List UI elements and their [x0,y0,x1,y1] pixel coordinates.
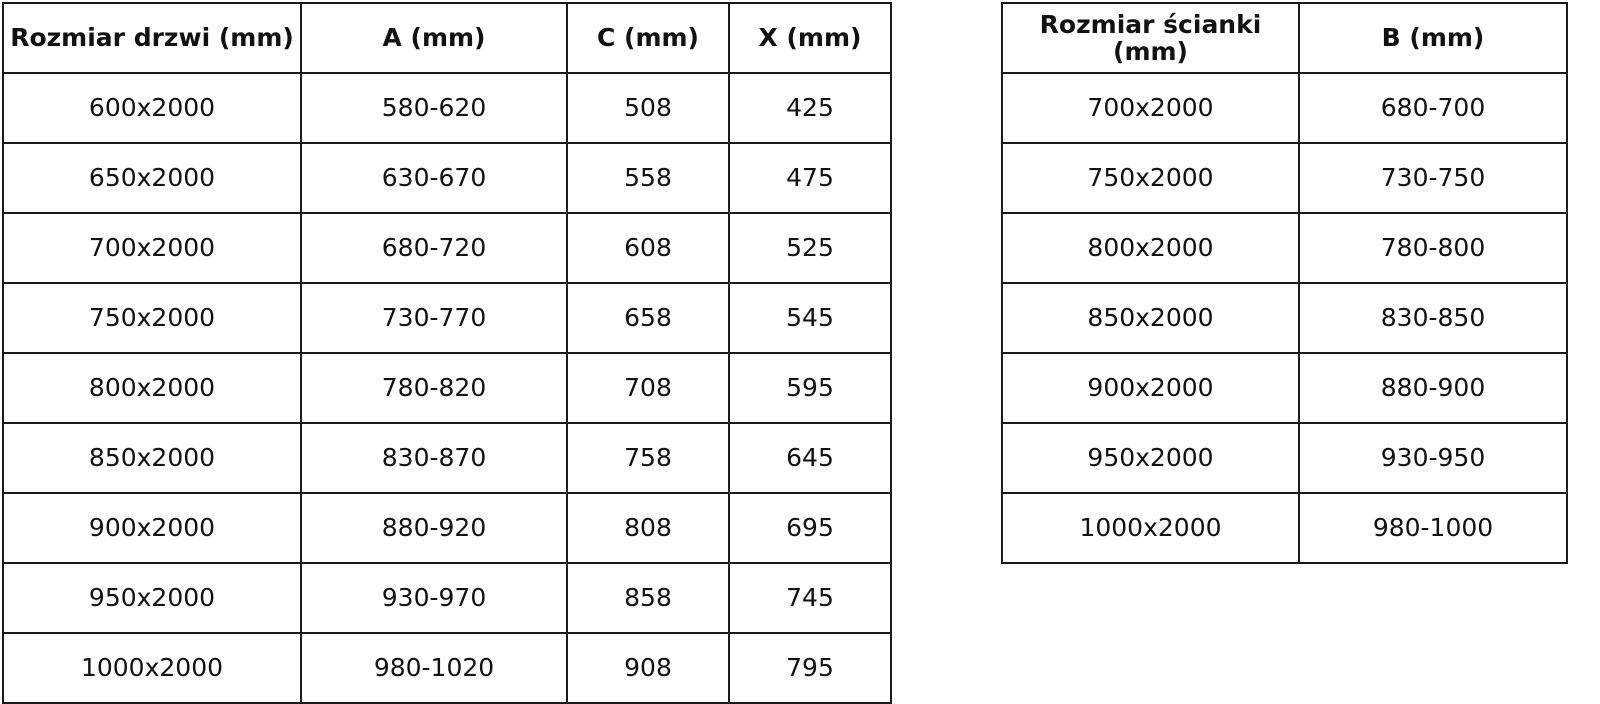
wall-table-container [1001,2,1568,564]
cell-door-size: 1000x2000 [3,633,301,703]
cell-a: 980-1020 [301,633,567,703]
column-header-c: C (mm) [567,3,729,73]
cell-c: 808 [567,493,729,563]
cell-c: 908 [567,633,729,703]
cell-door-size: 850x2000 [3,423,301,493]
table-row [1002,143,1567,213]
table-row [1002,353,1567,423]
cell-x: 425 [729,73,891,143]
cell-c: 658 [567,283,729,353]
cell-door-size: 700x2000 [3,213,301,283]
cell-wall-size: 950x2000 [1002,423,1299,493]
table-header-row [1002,3,1567,73]
cell-a: 730-770 [301,283,567,353]
cell-door-size: 750x2000 [3,283,301,353]
cell-c: 558 [567,143,729,213]
table-row [1002,493,1567,563]
cell-x: 645 [729,423,891,493]
cell-b: 830-850 [1299,283,1567,353]
cell-b: 880-900 [1299,353,1567,423]
doors-table-container [2,2,892,704]
cell-b: 730-750 [1299,143,1567,213]
cell-x: 595 [729,353,891,423]
cell-a: 880-920 [301,493,567,563]
cell-door-size: 900x2000 [3,493,301,563]
cell-a: 630-670 [301,143,567,213]
column-header-x: X (mm) [729,3,891,73]
cell-door-size: 650x2000 [3,143,301,213]
cell-x: 475 [729,143,891,213]
cell-door-size: 950x2000 [3,563,301,633]
table-row [3,633,891,703]
table-row [3,493,891,563]
cell-wall-size: 700x2000 [1002,73,1299,143]
table-row [3,213,891,283]
column-header-b: B (mm) [1299,3,1567,73]
table-row [3,73,891,143]
cell-c: 858 [567,563,729,633]
column-header-a: A (mm) [301,3,567,73]
cell-door-size: 800x2000 [3,353,301,423]
table-row [3,353,891,423]
cell-wall-size: 800x2000 [1002,213,1299,283]
cell-x: 745 [729,563,891,633]
table-row [3,563,891,633]
cell-a: 930-970 [301,563,567,633]
cell-door-size: 600x2000 [3,73,301,143]
cell-b: 680-700 [1299,73,1567,143]
cell-c: 508 [567,73,729,143]
cell-a: 780-820 [301,353,567,423]
cell-c: 758 [567,423,729,493]
table-row [3,143,891,213]
table-row [1002,283,1567,353]
table-row [1002,73,1567,143]
table-row [3,283,891,353]
cell-x: 695 [729,493,891,563]
cell-wall-size: 850x2000 [1002,283,1299,353]
cell-wall-size: 900x2000 [1002,353,1299,423]
cell-a: 830-870 [301,423,567,493]
cell-a: 680-720 [301,213,567,283]
cell-c: 608 [567,213,729,283]
cell-x: 795 [729,633,891,703]
cell-b: 780-800 [1299,213,1567,283]
cell-wall-size: 750x2000 [1002,143,1299,213]
column-header-door-size: Rozmiar drzwi (mm) [3,3,301,73]
column-header-wall-size: Rozmiar ścianki (mm) [1002,3,1299,73]
cell-b: 930-950 [1299,423,1567,493]
wall-dimensions-table [1001,2,1568,564]
table-row [1002,213,1567,283]
table-row [3,423,891,493]
cell-c: 708 [567,353,729,423]
cell-b: 980-1000 [1299,493,1567,563]
cell-wall-size: 1000x2000 [1002,493,1299,563]
table-row [1002,423,1567,493]
cell-x: 525 [729,213,891,283]
cell-a: 580-620 [301,73,567,143]
table-header-row [3,3,891,73]
doors-dimensions-table [2,2,892,704]
cell-x: 545 [729,283,891,353]
